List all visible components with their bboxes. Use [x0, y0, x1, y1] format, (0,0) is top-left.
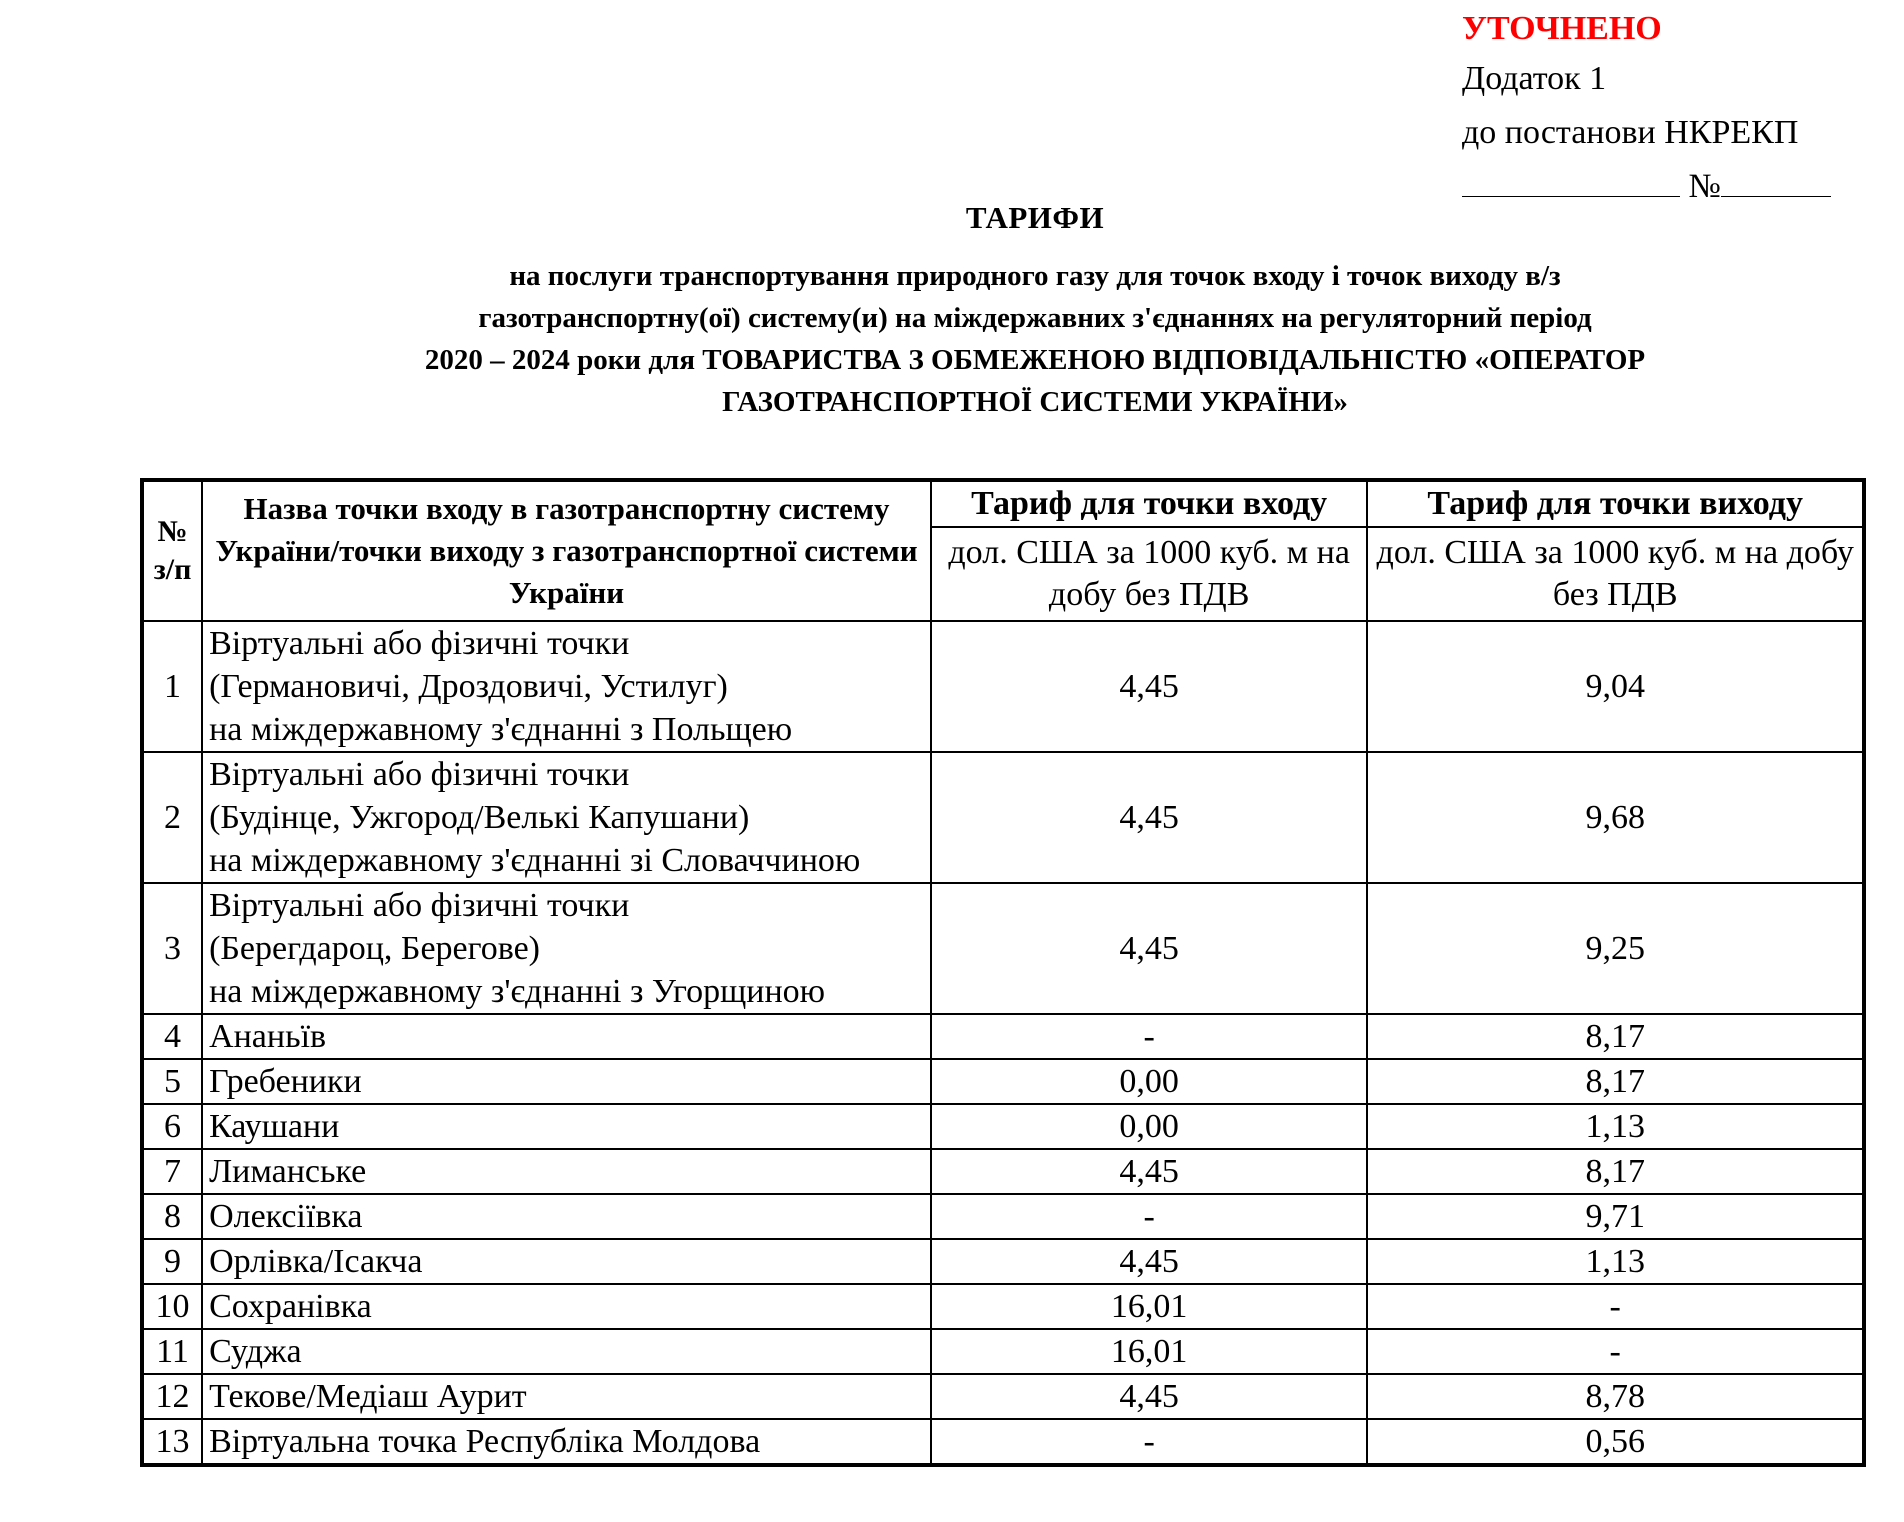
point-name	[202, 1239, 931, 1284]
exit-tariff-value: 1,13	[1367, 1239, 1864, 1284]
number-blank	[1721, 166, 1831, 197]
table-row	[142, 1374, 1864, 1419]
table-row	[142, 1194, 1864, 1239]
exit-tariff-value: 8,17	[1367, 1149, 1864, 1194]
row-number: 7	[142, 1149, 202, 1194]
header-number-abbr: з/п	[153, 553, 192, 586]
point-name-line: на міждержавному з'єднанні з Польщею	[209, 711, 793, 748]
point-name-line: Віртуальні або фізичні точки	[209, 887, 630, 924]
table-row	[142, 1239, 1864, 1284]
exit-tariff-value: 9,71	[1367, 1194, 1864, 1239]
subtitle-line: ГАЗОТРАНСПОРТНОЇ СИСТЕМИ УКРАЇНИ»	[722, 386, 1348, 418]
resolution-label: до постанови НКРЕКП	[1462, 114, 1799, 151]
point-name-line: Каушани	[209, 1108, 340, 1145]
point-name-line: Ананьїв	[209, 1018, 327, 1055]
table-row	[142, 1104, 1864, 1149]
row-number: 3	[142, 883, 202, 1014]
row-number: 4	[142, 1014, 202, 1059]
point-name-line: (Германовичі, Дроздовичі, Устилуг)	[209, 668, 728, 705]
tariff-table-body	[142, 621, 1864, 1465]
point-name-line: (Будінце, Ужгород/Велькі Капушани)	[209, 799, 750, 836]
point-name-line: Сохранівка	[209, 1288, 372, 1325]
point-name	[202, 1104, 931, 1149]
header-entry-unit: дол. США за 1000 куб. м на добу без ПДВ	[931, 527, 1368, 621]
subtitle-line: газотранспортну(ої) систему(и) на міждержавних з'єднаннях на регуляторний період	[478, 302, 1592, 334]
point-name-line: на міждержавному з'єднанні з Угорщиною	[209, 973, 826, 1010]
tariff-table	[140, 478, 1866, 1467]
table-row	[142, 1059, 1864, 1104]
point-name-line: Віртуальні або фізичні точки	[209, 756, 630, 793]
table-row	[142, 1014, 1864, 1059]
exit-tariff-value: 1,13	[1367, 1104, 1864, 1149]
subtitle-line: на послуги транспортування природного газу для точок входу і точок виходу в/з	[509, 260, 1561, 292]
exit-tariff-value: 8,78	[1367, 1374, 1864, 1419]
row-number: 11	[142, 1329, 202, 1374]
exit-tariff-value: 8,17	[1367, 1059, 1864, 1104]
row-number: 5	[142, 1059, 202, 1104]
table-row	[142, 752, 1864, 883]
status-label: УТОЧНЕНО	[1462, 10, 1662, 47]
row-number: 8	[142, 1194, 202, 1239]
row-number: 13	[142, 1419, 202, 1465]
exit-tariff-value: 8,17	[1367, 1014, 1864, 1059]
table-row	[142, 883, 1864, 1014]
annex-label: Додаток 1	[1462, 60, 1607, 97]
entry-tariff-value: -	[931, 1194, 1368, 1239]
table-row	[142, 1284, 1864, 1329]
entry-tariff-value: 4,45	[931, 1149, 1368, 1194]
row-number: 10	[142, 1284, 202, 1329]
approval-stamp	[1462, 6, 1831, 214]
point-name	[202, 1149, 931, 1194]
entry-tariff-value: 4,45	[931, 883, 1368, 1014]
point-name-line: Лиманське	[209, 1153, 367, 1190]
point-name	[202, 621, 931, 752]
entry-tariff-value: 0,00	[931, 1104, 1368, 1149]
entry-tariff-value: 4,45	[931, 1374, 1368, 1419]
subtitle-line: 2020 – 2024 роки для ТОВАРИСТВА З ОБМЕЖЕНОЮ ВІДПОВІДАЛЬНІСТЮ «ОПЕРАТОР	[424, 344, 1646, 376]
entry-tariff-value: 4,45	[931, 1239, 1368, 1284]
document-subtitle	[300, 255, 1770, 423]
entry-tariff-value: 4,45	[931, 621, 1368, 752]
point-name	[202, 1194, 931, 1239]
point-name-line: Віртуальна точка Республіка Молдова	[209, 1423, 761, 1460]
point-name	[202, 883, 931, 1014]
exit-tariff-value: -	[1367, 1329, 1864, 1374]
point-name	[202, 1014, 931, 1059]
exit-tariff-value: 9,68	[1367, 752, 1864, 883]
table-row	[142, 1149, 1864, 1194]
entry-tariff-value: 16,01	[931, 1284, 1368, 1329]
point-name-line: Суджа	[209, 1333, 302, 1370]
table-row	[142, 1419, 1864, 1465]
date-blank	[1462, 166, 1680, 197]
document-title: ТАРИФИ	[965, 200, 1105, 235]
point-name-line: Гребеники	[209, 1063, 362, 1100]
row-number: 2	[142, 752, 202, 883]
point-name	[202, 1419, 931, 1465]
entry-tariff-value: 4,45	[931, 752, 1368, 883]
point-name-line: на міждержавному з'єднанні зі Словаччиною	[209, 842, 861, 879]
table-row	[142, 621, 1864, 752]
row-number: 9	[142, 1239, 202, 1284]
exit-tariff-value: 9,25	[1367, 883, 1864, 1014]
row-number: 1	[142, 621, 202, 752]
point-name-line: Олексіївка	[209, 1198, 363, 1235]
entry-tariff-value: 16,01	[931, 1329, 1368, 1374]
point-name-line: Віртуальні або фізичні точки	[209, 625, 630, 662]
header-number	[142, 480, 202, 621]
header-exit-tariff: Тариф для точки виходу	[1367, 480, 1864, 527]
point-name-line: (Берегдароц, Берегове)	[209, 930, 540, 967]
row-number: 6	[142, 1104, 202, 1149]
number-sign: №	[1688, 168, 1721, 205]
exit-tariff-value: 0,56	[1367, 1419, 1864, 1465]
header-number-sign: №	[157, 515, 188, 548]
point-name-line: Текове/Медіаш Аурит	[209, 1378, 527, 1415]
exit-tariff-value: 9,04	[1367, 621, 1864, 752]
header-point-name: Назва точки входу в газотранспортну систему України/точки виходу з газотранспортної системи України	[202, 480, 931, 621]
point-name	[202, 1374, 931, 1419]
header-entry-tariff: Тариф для точки входу	[931, 480, 1368, 527]
point-name-line: Орлівка/Ісакча	[209, 1243, 423, 1280]
point-name	[202, 1284, 931, 1329]
point-name	[202, 1059, 931, 1104]
header-exit-unit: дол. США за 1000 куб. м на добу без ПДВ	[1367, 527, 1864, 621]
table-row	[142, 1329, 1864, 1374]
entry-tariff-value: -	[931, 1014, 1368, 1059]
entry-tariff-value: -	[931, 1419, 1368, 1465]
entry-tariff-value: 0,00	[931, 1059, 1368, 1104]
row-number: 12	[142, 1374, 202, 1419]
point-name	[202, 752, 931, 883]
point-name	[202, 1329, 931, 1374]
exit-tariff-value: -	[1367, 1284, 1864, 1329]
